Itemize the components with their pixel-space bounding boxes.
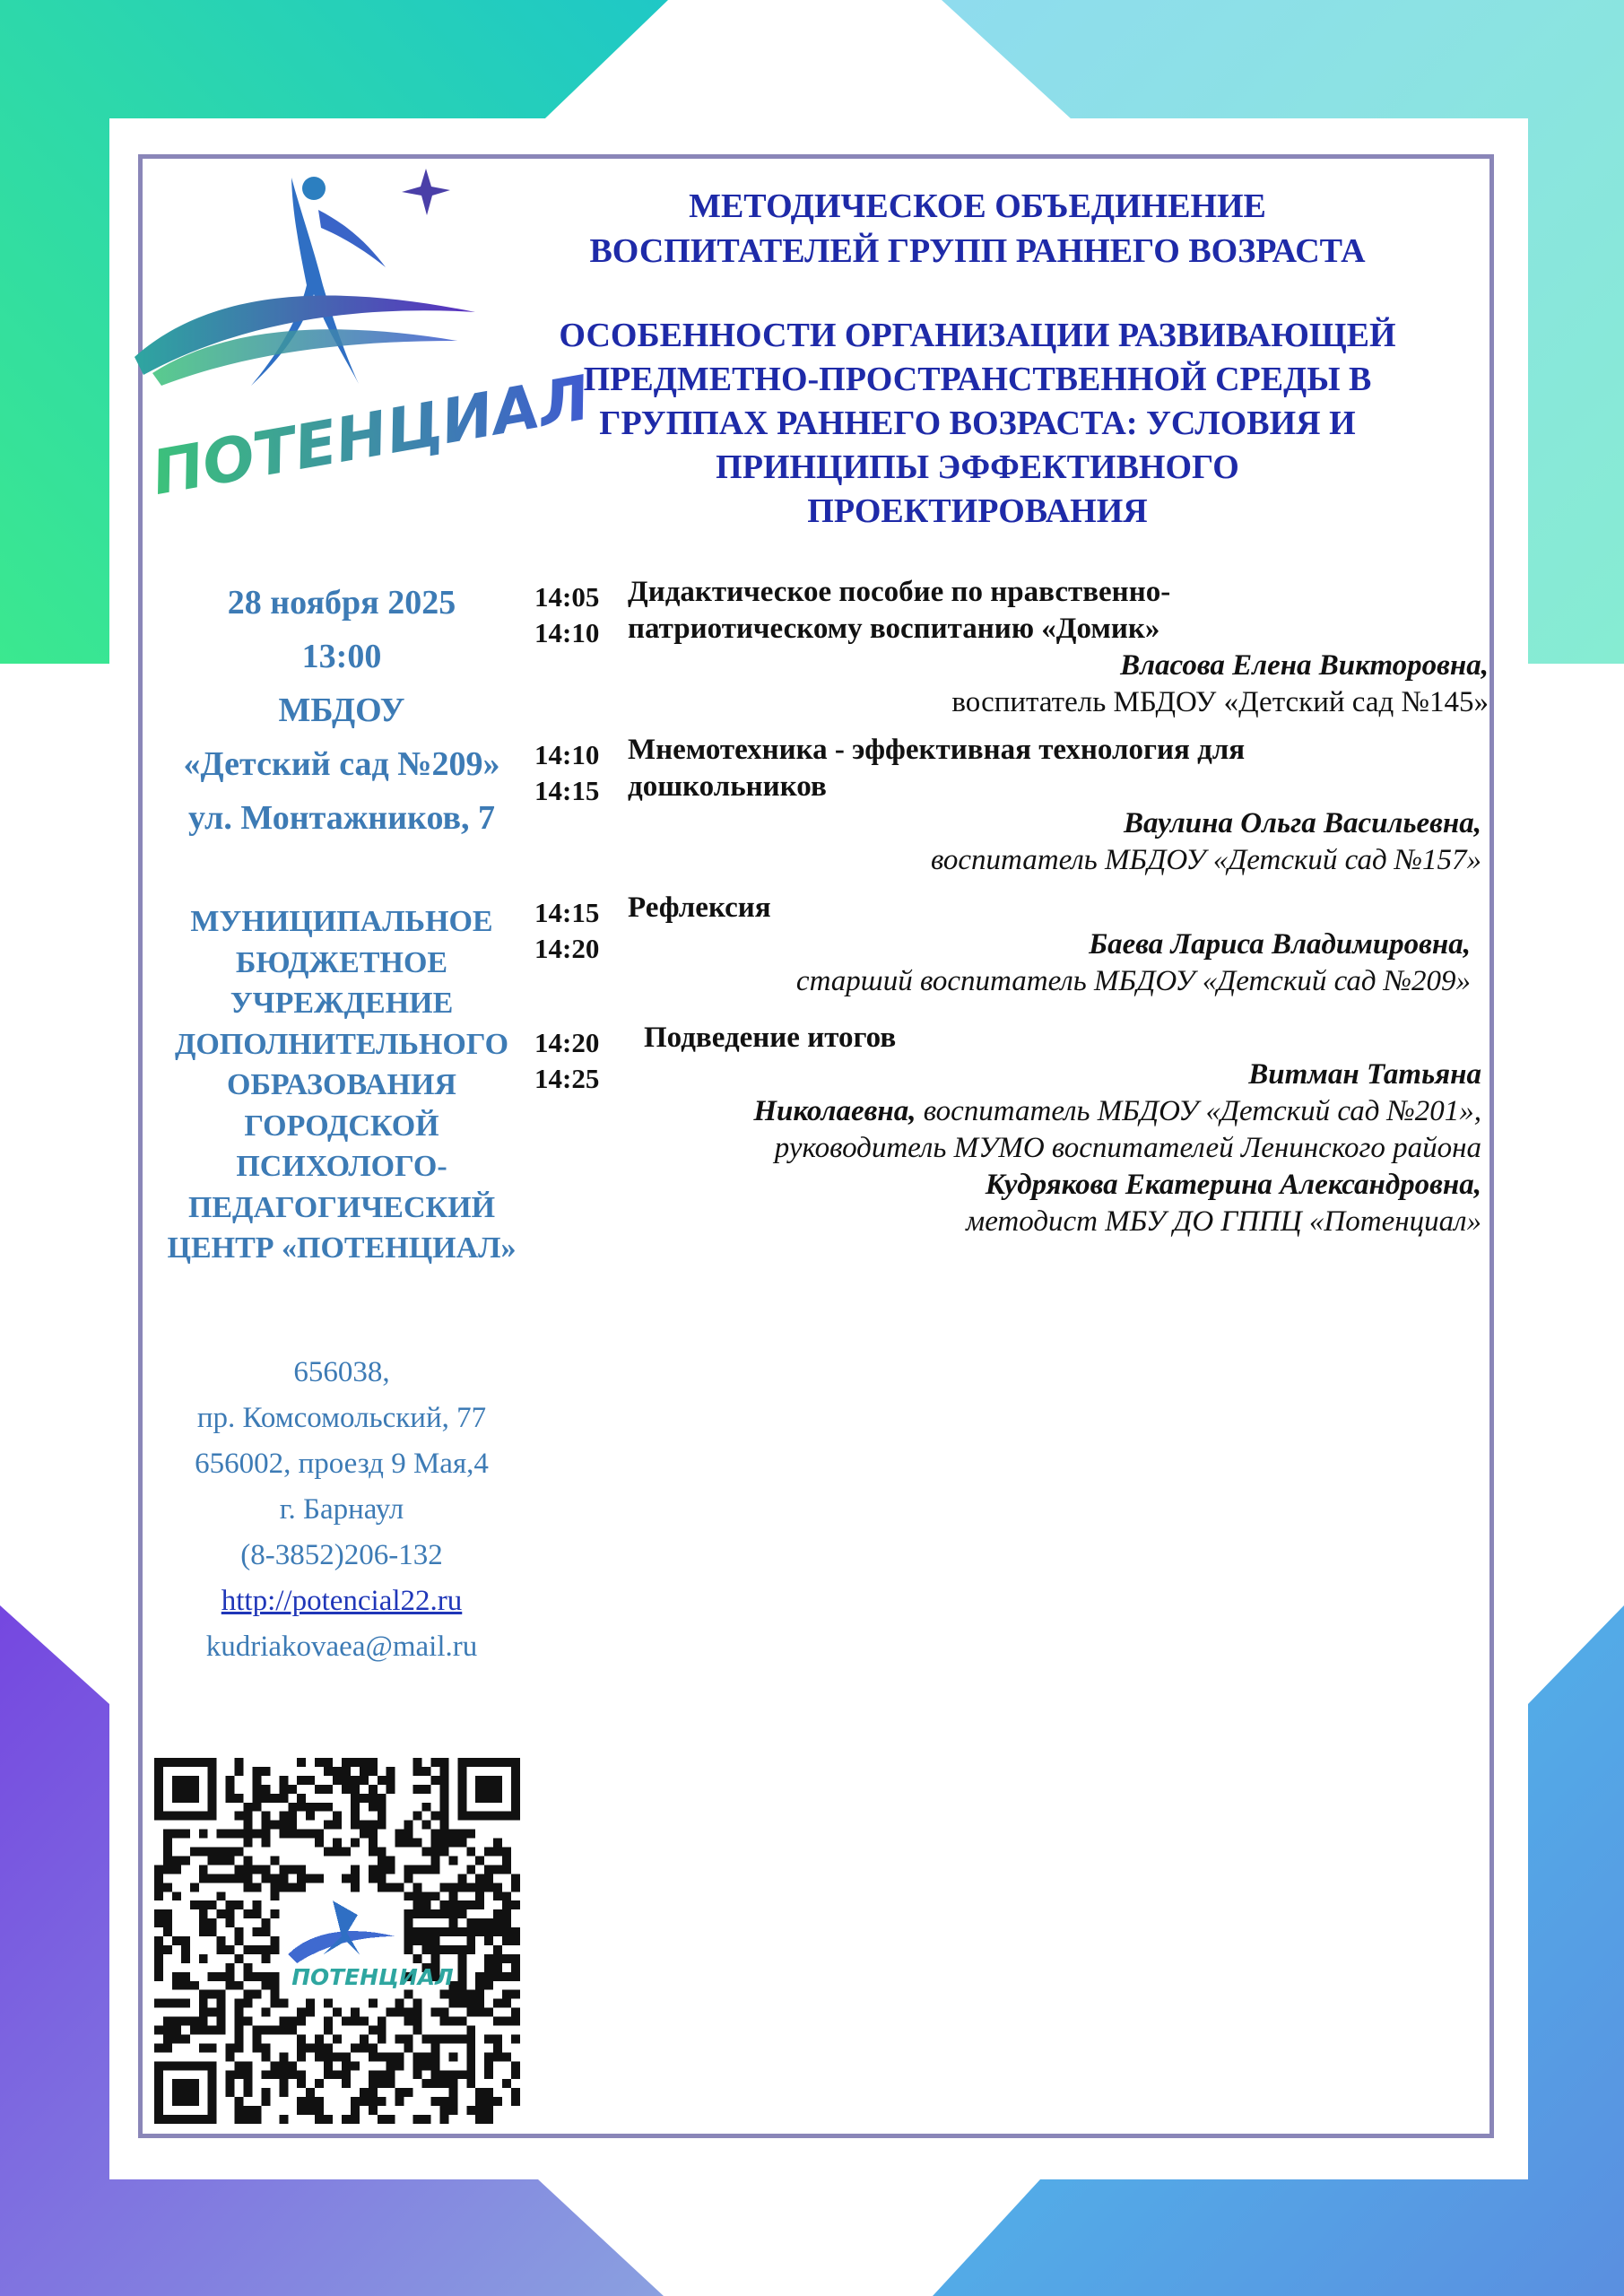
item-title: Подведение итогов	[644, 1022, 897, 1054]
contacts	[143, 1350, 540, 1670]
program-item	[534, 732, 1490, 879]
phone: (8-3852)206-132	[240, 1539, 443, 1571]
item-times: 14:05 14:10	[534, 581, 600, 648]
svg-text:ПОТЕНЦИАЛ: ПОТЕНЦИАЛ	[291, 1963, 454, 1990]
website-link[interactable]: http://potencial22.ru	[221, 1585, 463, 1617]
event-time: 13:00	[301, 638, 382, 675]
event-info	[143, 576, 540, 845]
speaker: Ваулина Ольга Васильевна, воспитатель МБДОУ «Детский сад №157»	[930, 807, 1481, 876]
item-title: Мнемотехника - эффективная технология для дошкольников	[628, 734, 1246, 803]
venue-name: «Детский сад №209»	[183, 745, 500, 783]
venue-type: МБДОУ	[278, 691, 405, 729]
postcode: 656038,	[293, 1356, 390, 1388]
item-times: 14:15 14:20	[534, 897, 600, 964]
potencial-logo	[135, 151, 595, 510]
address-line-2: 656002, проезд 9 Мая,4	[195, 1448, 489, 1480]
event-date: 28 ноября 2025	[227, 584, 456, 622]
topic-title: ОСОБЕННОСТИ ОРГАНИЗАЦИИ РАЗВИВАЮЩЕЙ ПРЕДМЕТНО-ПРОСТРАНСТВЕННОЙ СРЕДЫ В ГРУППАХ РАННЕГО ВОЗРАСТА: УСЛОВИЯ И ПРИНЦИПЫ ЭФФЕКТИВНОГО ПРОЕКТИРОВАНИЯ	[559, 317, 1396, 530]
item-times: 14:10 14:15	[534, 739, 600, 806]
program-schedule	[534, 574, 1490, 1240]
program-item	[534, 1020, 1490, 1240]
address-line-1: пр. Комсомольский, 77	[196, 1402, 487, 1434]
city: г. Барнаул	[279, 1493, 404, 1526]
qr-code	[154, 1758, 520, 2124]
item-times: 14:20 14:25	[534, 1027, 600, 1094]
organization-title: МЕТОДИЧЕСКОЕ ОБЪЕДИНЕНИЕ ВОСПИТАТЕЛЕЙ ГРУПП РАННЕГО ВОЗРАСТА	[589, 187, 1366, 270]
item-title: Дидактическое пособие по нравственно- патриотическому воспитанию «Домик»	[628, 576, 1171, 645]
venue-address: ул. Монтажников, 7	[187, 799, 496, 837]
header	[502, 184, 1453, 534]
svg-text:ПОТЕНЦИАЛ: ПОТЕНЦИАЛ	[146, 362, 595, 510]
item-title: Рефлексия	[628, 891, 771, 924]
speaker: Баева Лариса Владимировна, старший воспитатель МБДОУ «Детский сад №209»	[795, 928, 1471, 997]
speaker: Витман Татьяна Николаевна, воспитатель МБДОУ «Детский сад №201», руководитель МУМО воспитателей Ленинского района Кудрякова Екатерина Александровна, методист МБУ ДО ГППЦ «Потенциал»	[753, 1058, 1481, 1238]
star-icon	[402, 169, 450, 215]
email[interactable]: kudriakovaea@mail.ru	[205, 1631, 478, 1663]
program-item	[534, 890, 1490, 1000]
speaker: Власова Елена Викторовна, воспитатель МБДОУ «Детский сад №145»	[951, 649, 1489, 718]
program-item	[534, 574, 1490, 721]
organizer-name: МУНИЦИПАЛЬНОЕ БЮДЖЕТНОЕ УЧРЕЖДЕНИЕ ДОПОЛНИТЕЛЬНОГО ОБРАЗОВАНИЯ ГОРОДСКОЙ ПСИХОЛОГО- ПЕДАГОГИЧЕСКИЙ ЦЕНТР «ПОТЕНЦИАЛ»	[167, 905, 517, 1265]
